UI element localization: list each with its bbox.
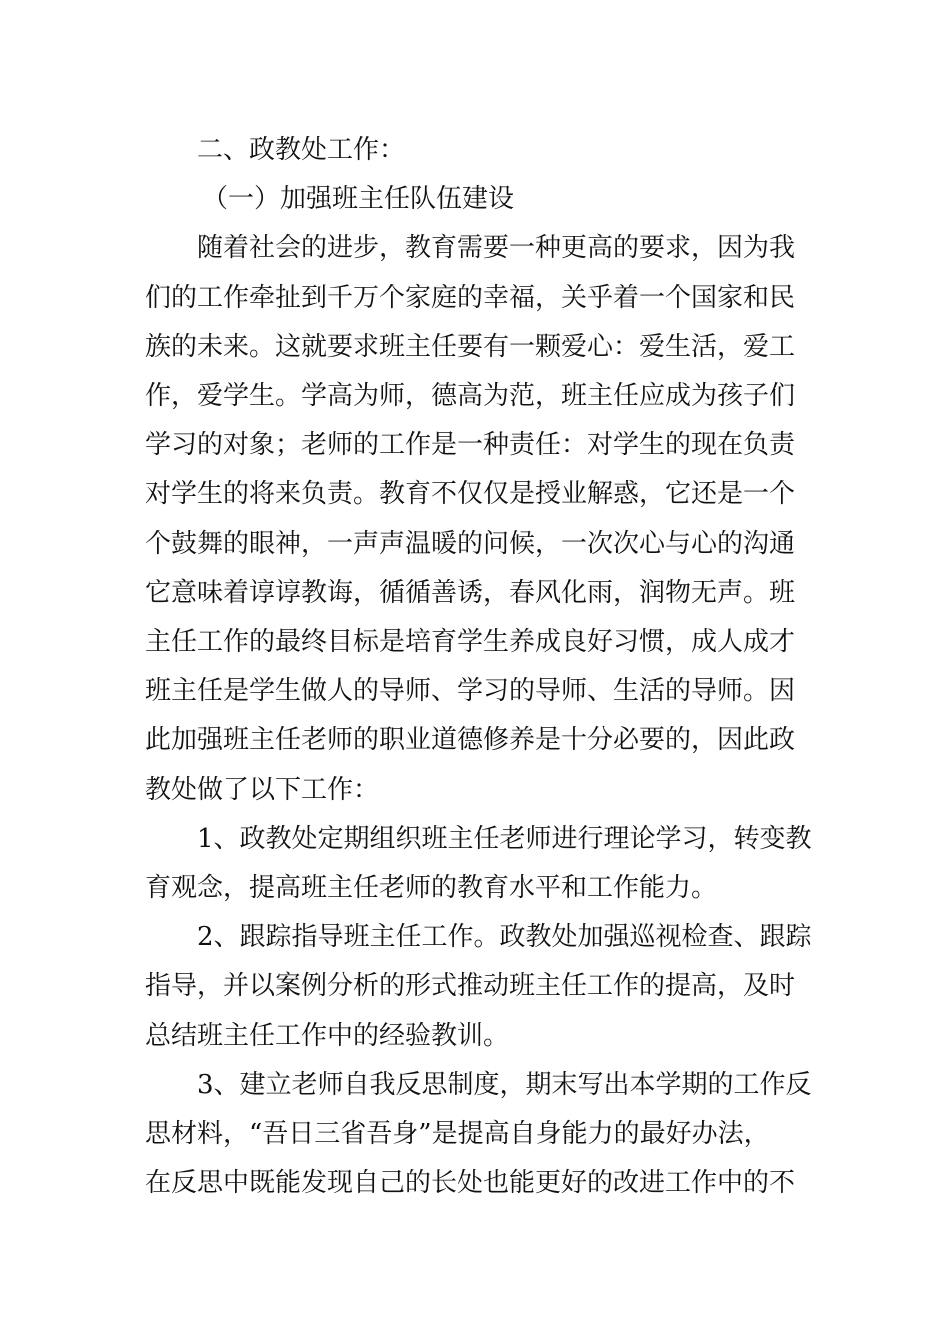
section-heading-text: 二、政教处工作：	[197, 135, 406, 165]
paragraph-line: 个鼓舞的眼神，一声声温暖的问候，一次次心与心的沟通	[145, 528, 796, 559]
paragraph-line: 思材料，“吾日三省吾身”是提高自身能力的最好办法，	[145, 1119, 770, 1150]
paragraph-line: 班主任是学生做人的导师、学习的导师、生活的导师。因	[145, 676, 796, 707]
paragraph-item-3	[145, 1061, 815, 1209]
paragraph-line: 3、建立老师自我反思制度，期末写出本学期的工作反	[197, 1069, 812, 1100]
paragraph-line: 作，爱学生。学高为师，德高为范，班主任应成为孩子们	[145, 381, 796, 412]
paragraph-line: 主任工作的最终目标是培育学生养成良好习惯，成人成才	[145, 627, 796, 658]
paragraph-line: 指导，并以案例分析的形式推动班主任工作的提高，及时	[145, 971, 796, 1002]
paragraph-line: 随着社会的进步，教育需要一种更高的要求，因为我	[197, 233, 796, 264]
paragraph-line: 们的工作牵扯到千万个家庭的幸福，关乎着一个国家和民	[145, 282, 796, 313]
paragraph-line: 1、政教处定期组织班主任老师进行理论学习，转变教	[197, 823, 812, 854]
paragraph-line: 2、跟踪指导班主任工作。政教处加强巡视检查、跟踪	[197, 922, 812, 953]
paragraph-intro	[145, 224, 815, 814]
paragraph-line: 育观念，提高班主任老师的教育水平和工作能力。	[145, 873, 718, 904]
paragraph-line: 它意味着谆谆教诲，循循善诱，春风化雨，润物无声。班	[145, 577, 796, 608]
paragraph-item-2	[145, 913, 815, 1061]
paragraph-line: 总结班主任工作中的经验教训。	[145, 1020, 510, 1051]
section-subheading	[145, 175, 815, 224]
paragraph-line: 学习的对象；老师的工作是一种责任：对学生的现在负责	[145, 430, 796, 461]
paragraph-line: 在反思中既能发现自己的长处也能更好的改进工作中的不	[145, 1168, 796, 1199]
paragraph-line: 对学生的将来负责。教育不仅仅是授业解惑，它还是一个	[145, 479, 796, 510]
paragraph-line: 族的未来。这就要求班主任要有一颗爱心：爱生活，爱工	[145, 331, 796, 362]
document-body	[145, 126, 815, 1208]
paragraph-item-1	[145, 815, 815, 913]
paragraph-line: 此加强班主任老师的职业道德修养是十分必要的，因此政	[145, 725, 796, 756]
section-heading	[145, 126, 815, 175]
paragraph-line: 教处做了以下工作：	[145, 774, 380, 805]
section-subheading-text: （一）加强班主任队伍建设	[202, 184, 515, 215]
